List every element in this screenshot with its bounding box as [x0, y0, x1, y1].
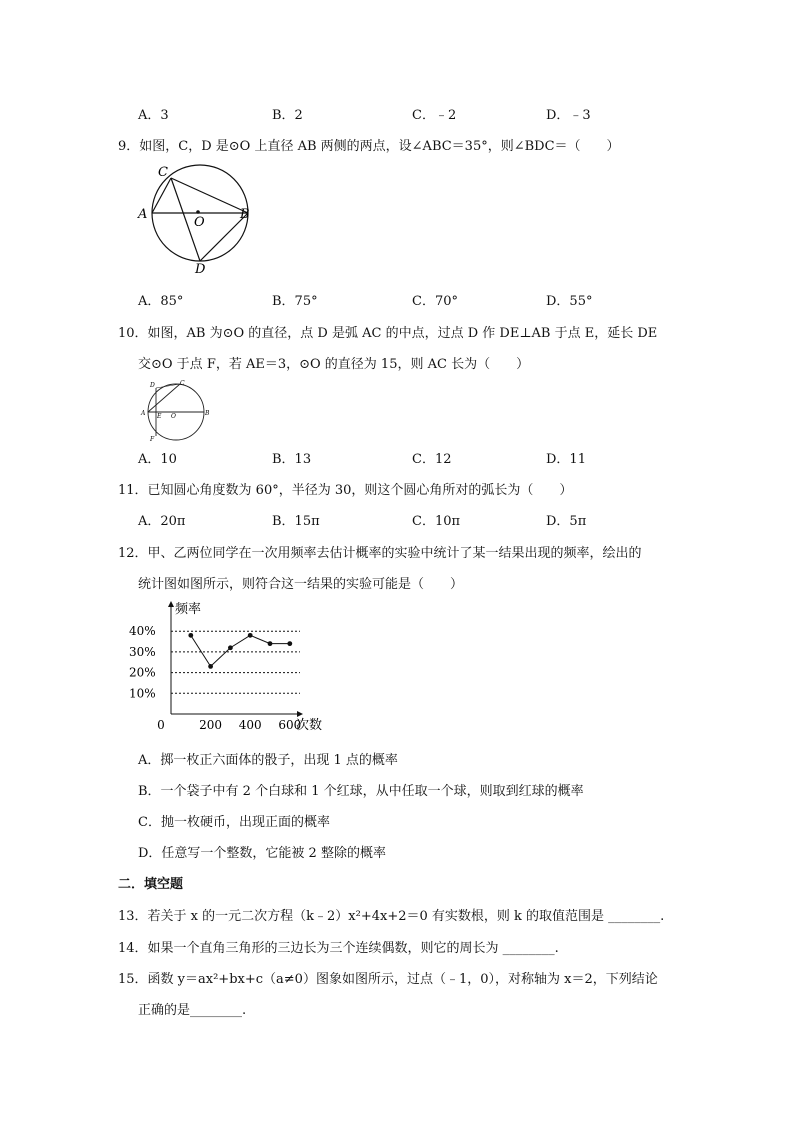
q10-option-b[interactable]: B．13 — [272, 452, 312, 467]
q10-option-d[interactable]: D．11 — [546, 452, 586, 467]
q9-option-a[interactable]: A．85° — [138, 294, 184, 309]
q13-question: 13．若关于 x 的一元二次方程（k﹣2）x²+4x+2＝0 有实数根，则 k 的取值范围是 ________. — [118, 909, 665, 924]
q10-question-line2: 交⊙O 于点 F，若 AE＝3，⊙O 的直径为 15，则 AC 长为（ ） — [138, 357, 530, 372]
q9-label-a: A — [138, 207, 148, 222]
q10-option-a[interactable]: A．10 — [138, 452, 177, 467]
x-tick-label: 600 — [278, 718, 302, 732]
y-tick-label: 20% — [129, 665, 156, 680]
q9-label-b: B — [240, 207, 250, 222]
q12-question-line1: 12．甲、乙两位同学在一次用频率去估计概率的实验中统计了某一结果出现的频率，绘出的 — [118, 546, 642, 561]
q10-label-f: F — [150, 436, 155, 442]
q9-option-d[interactable]: D．55° — [546, 294, 593, 309]
y-tick-label: 10% — [129, 686, 156, 701]
y-tick-label: 40% — [129, 624, 156, 639]
q9-option-b[interactable]: B．75° — [272, 294, 318, 309]
q9-question: 9．如图，C，D 是⊙O 上直径 AB 两侧的两点，设∠ABC＝35°，则∠BDC＝（ ） — [118, 139, 620, 154]
y-tick-label: 30% — [129, 644, 156, 659]
q14-question: 14．如果一个直角三角形的三边长为三个连续偶数，则它的周长为 ________. — [118, 941, 559, 956]
x-tick-label: 400 — [238, 718, 262, 732]
data-point — [228, 645, 233, 650]
x-axis-label: 次数 — [296, 718, 323, 733]
q10-question-line1: 10．如图，AB 为⊙O 的直径，点 D 是弧 AC 的中点，过点 D 作 DE⊥AB 于点 E，延长 DE — [118, 326, 658, 341]
q12-option-d[interactable]: D．任意写一个整数，它能被 2 整除的概率 — [138, 846, 386, 861]
x-tick-label: 0 — [157, 718, 165, 732]
data-point — [188, 633, 193, 638]
q10-label-c: C — [180, 380, 185, 387]
q12-question-line2: 统计图如图所示，则符合这一结果的实验可能是（ ） — [138, 577, 464, 592]
q8-option-a[interactable]: A．3 — [138, 108, 169, 123]
q12-option-a[interactable]: A．掷一枚正六面体的骰子，出现 1 点的概率 — [138, 753, 398, 768]
q11-option-d[interactable]: D．5π — [546, 514, 587, 529]
q10-label-e: E — [157, 413, 162, 420]
y-axis-label: 频率 — [175, 602, 202, 617]
q11-option-a[interactable]: A．20π — [138, 514, 186, 529]
q9-label-d: D — [195, 262, 206, 277]
q8-option-c[interactable]: C．﹣2 — [412, 108, 457, 123]
q10-figure — [138, 378, 212, 442]
x-tick-label: 200 — [199, 718, 223, 732]
q9-label-o: O — [194, 215, 205, 230]
q15-question-line2: 正确的是________. — [138, 1003, 247, 1018]
q9-option-c[interactable]: C．70° — [412, 294, 458, 309]
q10-label-o: O — [171, 413, 176, 420]
data-point — [208, 664, 213, 669]
q11-option-b[interactable]: B．15π — [272, 514, 320, 529]
q10-label-a: A — [141, 410, 146, 417]
q10-option-c[interactable]: C．12 — [412, 452, 452, 467]
q12-option-b[interactable]: B．一个袋子中有 2 个白球和 1 个红球，从中任取一个球，则取到红球的概率 — [138, 784, 584, 799]
q8-option-b[interactable]: B．2 — [272, 108, 303, 123]
q12-option-c[interactable]: C．抛一枚硬币，出现正面的概率 — [138, 815, 330, 830]
q9-label-c: C — [158, 165, 168, 180]
data-point — [248, 633, 253, 638]
series-line — [191, 635, 290, 666]
data-point — [287, 641, 292, 646]
q9-figure — [134, 160, 264, 278]
q8-option-d[interactable]: D．﹣3 — [546, 108, 591, 123]
frequency-chart — [128, 598, 348, 736]
q15-question-line1: 15．函数 y＝ax²+bx+c（a≠0）图象如图所示，过点（﹣1，0），对称轴为 x＝2，下列结论 — [118, 972, 658, 987]
section-title: 二．填空题 — [118, 877, 184, 892]
q10-label-d: D — [150, 382, 155, 389]
q11-option-c[interactable]: C．10π — [412, 514, 461, 529]
q10-label-b: B — [205, 410, 210, 417]
q11-question: 11．已知圆心角度数为 60°，半径为 30，则这个圆心角所对的弧长为（ ） — [118, 483, 573, 498]
data-point — [268, 641, 273, 646]
